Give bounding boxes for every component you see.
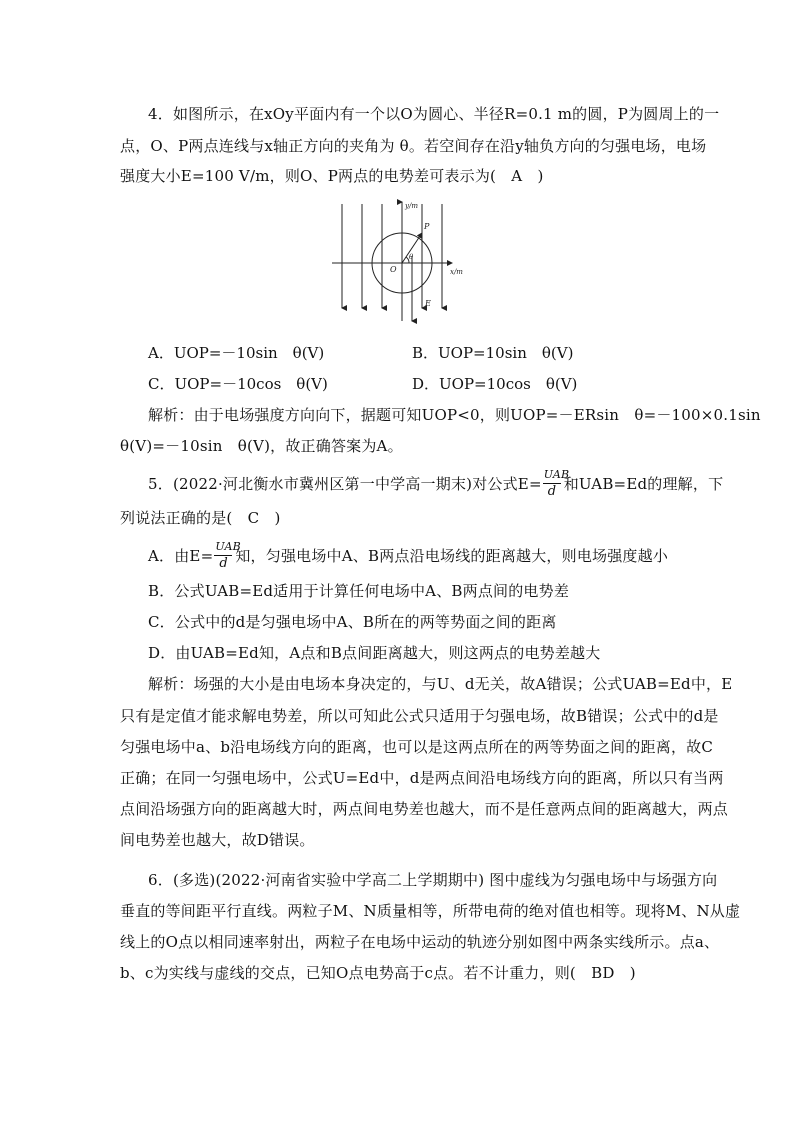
q4-line-3: 强度大小E=100 V/m，则O、P两点的电势差可表示为( A )	[120, 167, 544, 185]
x-axis-label: x/m	[450, 268, 463, 276]
q5-analysis-2: 只有是定值才能求解电势差，所以可知此公式只适用于匀强电场，故B错误；公式中的d是	[120, 707, 719, 725]
q5-fraction	[542, 468, 570, 499]
q5-analysis-1: 解析：场强的大小是由电场本身决定的，与U、d无关，故A错误；公式UAB=Ed中，E	[148, 675, 733, 693]
q4-figure	[330, 196, 470, 326]
origin-label: O	[390, 265, 397, 274]
q4-line-1: 4．如图所示，在xOy平面内有一个以O为圆心、半径R=0.1 m的圆，P为圆周上的一	[148, 105, 720, 123]
q4-option-c: C．UOP=－10cos θ(V)	[148, 375, 328, 393]
q6-line-3: 线上的O点以相同速率射出，两粒子在电场中运动的轨迹分别如图中两条实线所示。点a、	[120, 933, 720, 951]
point-p-label: P	[424, 222, 430, 231]
q5-option-a-text: 知，匀强电场中A、B两点沿电场线的距离越大，则电场强度越小	[235, 547, 669, 565]
y-axis-label: y/m	[405, 202, 418, 210]
q5-analysis-4: 正确；在同一匀强电场中，公式U=Ed中，d是两点间沿电场线方向的距离，所以只有当两	[120, 769, 724, 787]
q5-line-1-a: 5．(2022·河北衡水市冀州区第一中学高一期末)对公式E=	[148, 475, 542, 493]
q5-option-a-prefix: A．由E=	[148, 547, 214, 565]
q4-analysis-1: 解析：由于电场强度方向向下，据题可知UOP<0，则UOP=－ERsin θ=－100×0.1sin	[148, 406, 761, 424]
q5-option-b: B．公式UAB=Ed适用于计算任何电场中A、B两点间的电势差	[148, 582, 570, 600]
fraction-numerator: UAB	[543, 468, 570, 481]
q5-option-c: C．公式中的d是匀强电场中A、B所在的两等势面之间的距离	[148, 613, 557, 631]
q4-option-a: A．UOP=－10sin θ(V)	[148, 344, 325, 362]
q5-line-1	[148, 468, 724, 499]
q5-option-a-fraction	[213, 540, 241, 571]
q6-line-1: 6．(多选)(2022·河南省实验中学高二上学期期中) 图中虚线为匀强电场中与场强方向	[148, 871, 718, 889]
q4-option-d: D．UOP=10cos θ(V)	[412, 375, 578, 393]
field-e-label: E	[425, 299, 431, 308]
q4-line-2: 点，O、P两点连线与x轴正方向的夹角为 θ。若空间存在沿y轴负方向的匀强电场，电场	[120, 137, 707, 155]
q5-analysis-6: 间电势差也越大，故D错误。	[120, 831, 315, 849]
fraction-denominator: d	[547, 484, 557, 499]
q5-option-d: D．由UAB=Ed知，A点和B点间距离越大，则这两点的电势差越大	[148, 644, 601, 662]
q5-option-a	[148, 540, 708, 571]
q5-line-2: 列说法正确的是( C )	[120, 509, 281, 527]
fraction-denominator: d	[219, 556, 228, 571]
angle-label: θ	[409, 253, 414, 261]
fraction-numerator: UAB	[215, 540, 241, 553]
q5-line-1-b: 和UAB=Ed的理解，下	[563, 475, 724, 493]
q6-line-2: 垂直的等间距平行直线。两粒子M、N质量相等，所带电荷的绝对值也相等。现将M、N从虚	[120, 902, 741, 920]
q5-analysis-3: 匀强电场中a、b沿电场线方向的距离，也可以是这两点所在的两等势面之间的距离，故C	[120, 738, 714, 756]
q4-analysis-2: θ(V)=－10sin θ(V)，故正确答案为A。	[120, 437, 403, 455]
q4-option-b: B．UOP=10sin θ(V)	[412, 344, 574, 362]
q5-analysis-5: 点间沿场强方向的距离越大时，两点间电势差也越大，而不是任意两点间的距离越大，两点	[120, 800, 729, 818]
q6-line-4: b、c为实线与虚线的交点，已知O点电势高于c点。若不计重力，则( BD )	[120, 964, 636, 982]
